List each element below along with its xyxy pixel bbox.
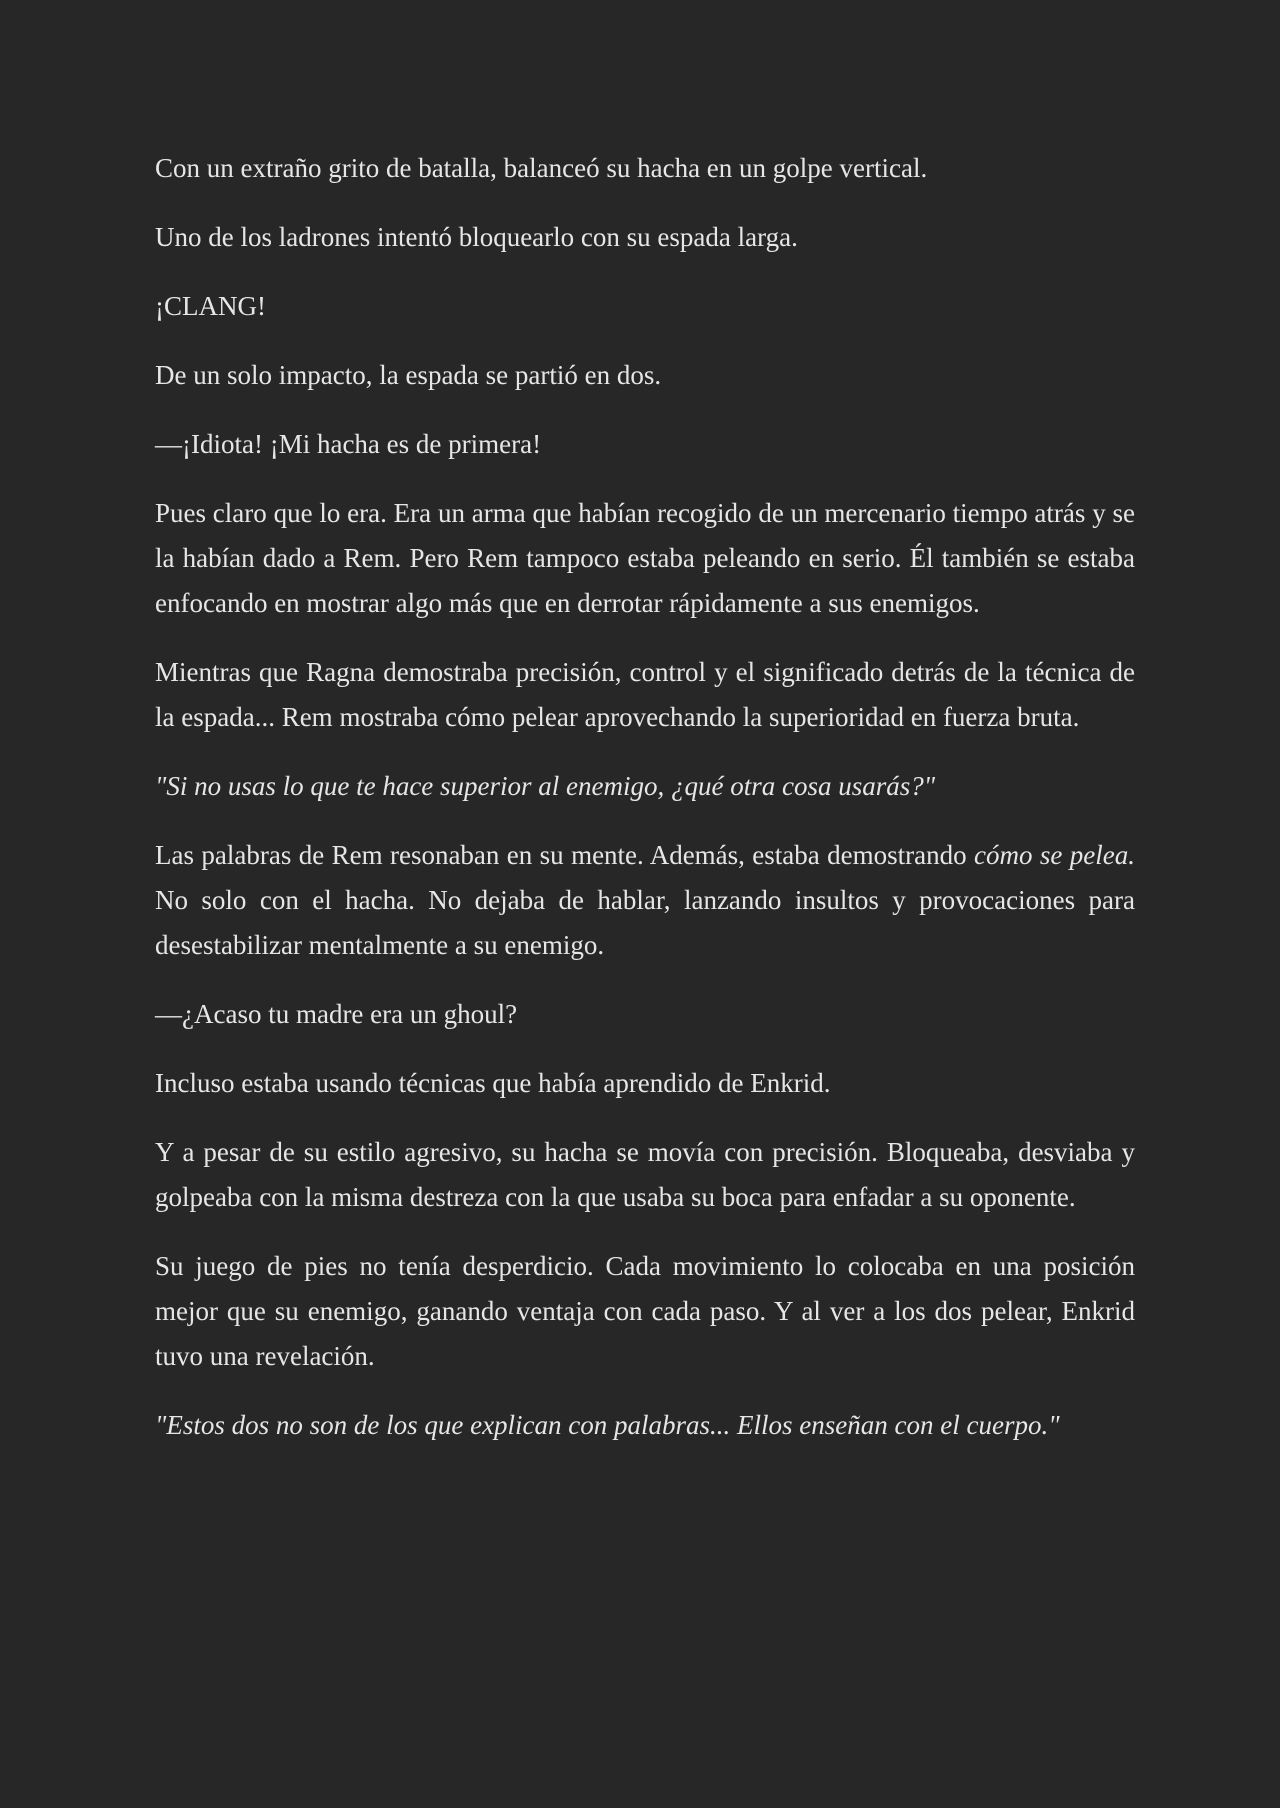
paragraph-dialogue-idiota: —¡Idiota! ¡Mi hacha es de primera! — [155, 429, 542, 459]
paragraph-clang-sfx: ¡CLANG! — [155, 291, 266, 321]
paragraph-thief-block: Uno de los ladrones intentó bloquearlo con su espada larga. — [155, 222, 798, 252]
paragraph-footwork: Su juego de pies no tenía desperdicio. Cada movimiento lo colocaba en una posición mejor que su enemigo, ganando ventaja con cada paso. Y al ver a los dos pelear, Enkrid tuvo una revelación. — [155, 1251, 1135, 1371]
paragraph-rem-words-italic: cómo se pelea. — [974, 840, 1135, 870]
paragraph-rem-words-part-1: Las palabras de Rem resonaban en su mente. Además, estaba demostrando — [155, 840, 975, 870]
paragraph-dialogue-ghoul: —¿Acaso tu madre era un ghoul? — [155, 999, 518, 1029]
paragraph-rem-words-part-2: No solo con el hacha. No dejaba de hablar, lanzando insultos y provocaciones para desestabilizar mentalmente a su enemigo. — [155, 885, 1135, 960]
paragraph-quote-superior: "Si no usas lo que te hace superior al enemigo, ¿qué otra cosa usarás?" — [155, 771, 936, 801]
paragraph-battle-cry: Con un extraño grito de batalla, balanceó su hacha en un golpe vertical. — [155, 153, 928, 183]
paragraph-axe-origin: Pues claro que lo era. Era un arma que habían recogido de un mercenario tiempo atrás y se la habían dado a Rem. Pero Rem tampoco estaba peleando en serio. Él también se estaba enfocando en mostrar algo más que en derrotar rápidamente a sus enemigos. — [155, 498, 1135, 618]
paragraph-aggressive-style: Y a pesar de su estilo agresivo, su hacha se movía con precisión. Bloqueaba, desviaba y golpeaba con la misma destreza con la que usaba su boca para enfadar a su oponente. — [155, 1137, 1135, 1212]
paragraph-quote-teach-body: "Estos dos no son de los que explican con palabras... Ellos enseñan con el cuerpo." — [155, 1410, 1060, 1440]
paragraph-rem-words — [155, 833, 1135, 968]
paragraph-ragna-vs-rem: Mientras que Ragna demostraba precisión, control y el significado detrás de la técnica de la espada... Rem mostraba cómo pelear aprovechando la superioridad en fuerza bruta. — [155, 657, 1135, 732]
paragraph-enkrid-techniques: Incluso estaba usando técnicas que había aprendido de Enkrid. — [155, 1068, 831, 1098]
paragraph-sword-split: De un solo impacto, la espada se partió en dos. — [155, 360, 662, 390]
